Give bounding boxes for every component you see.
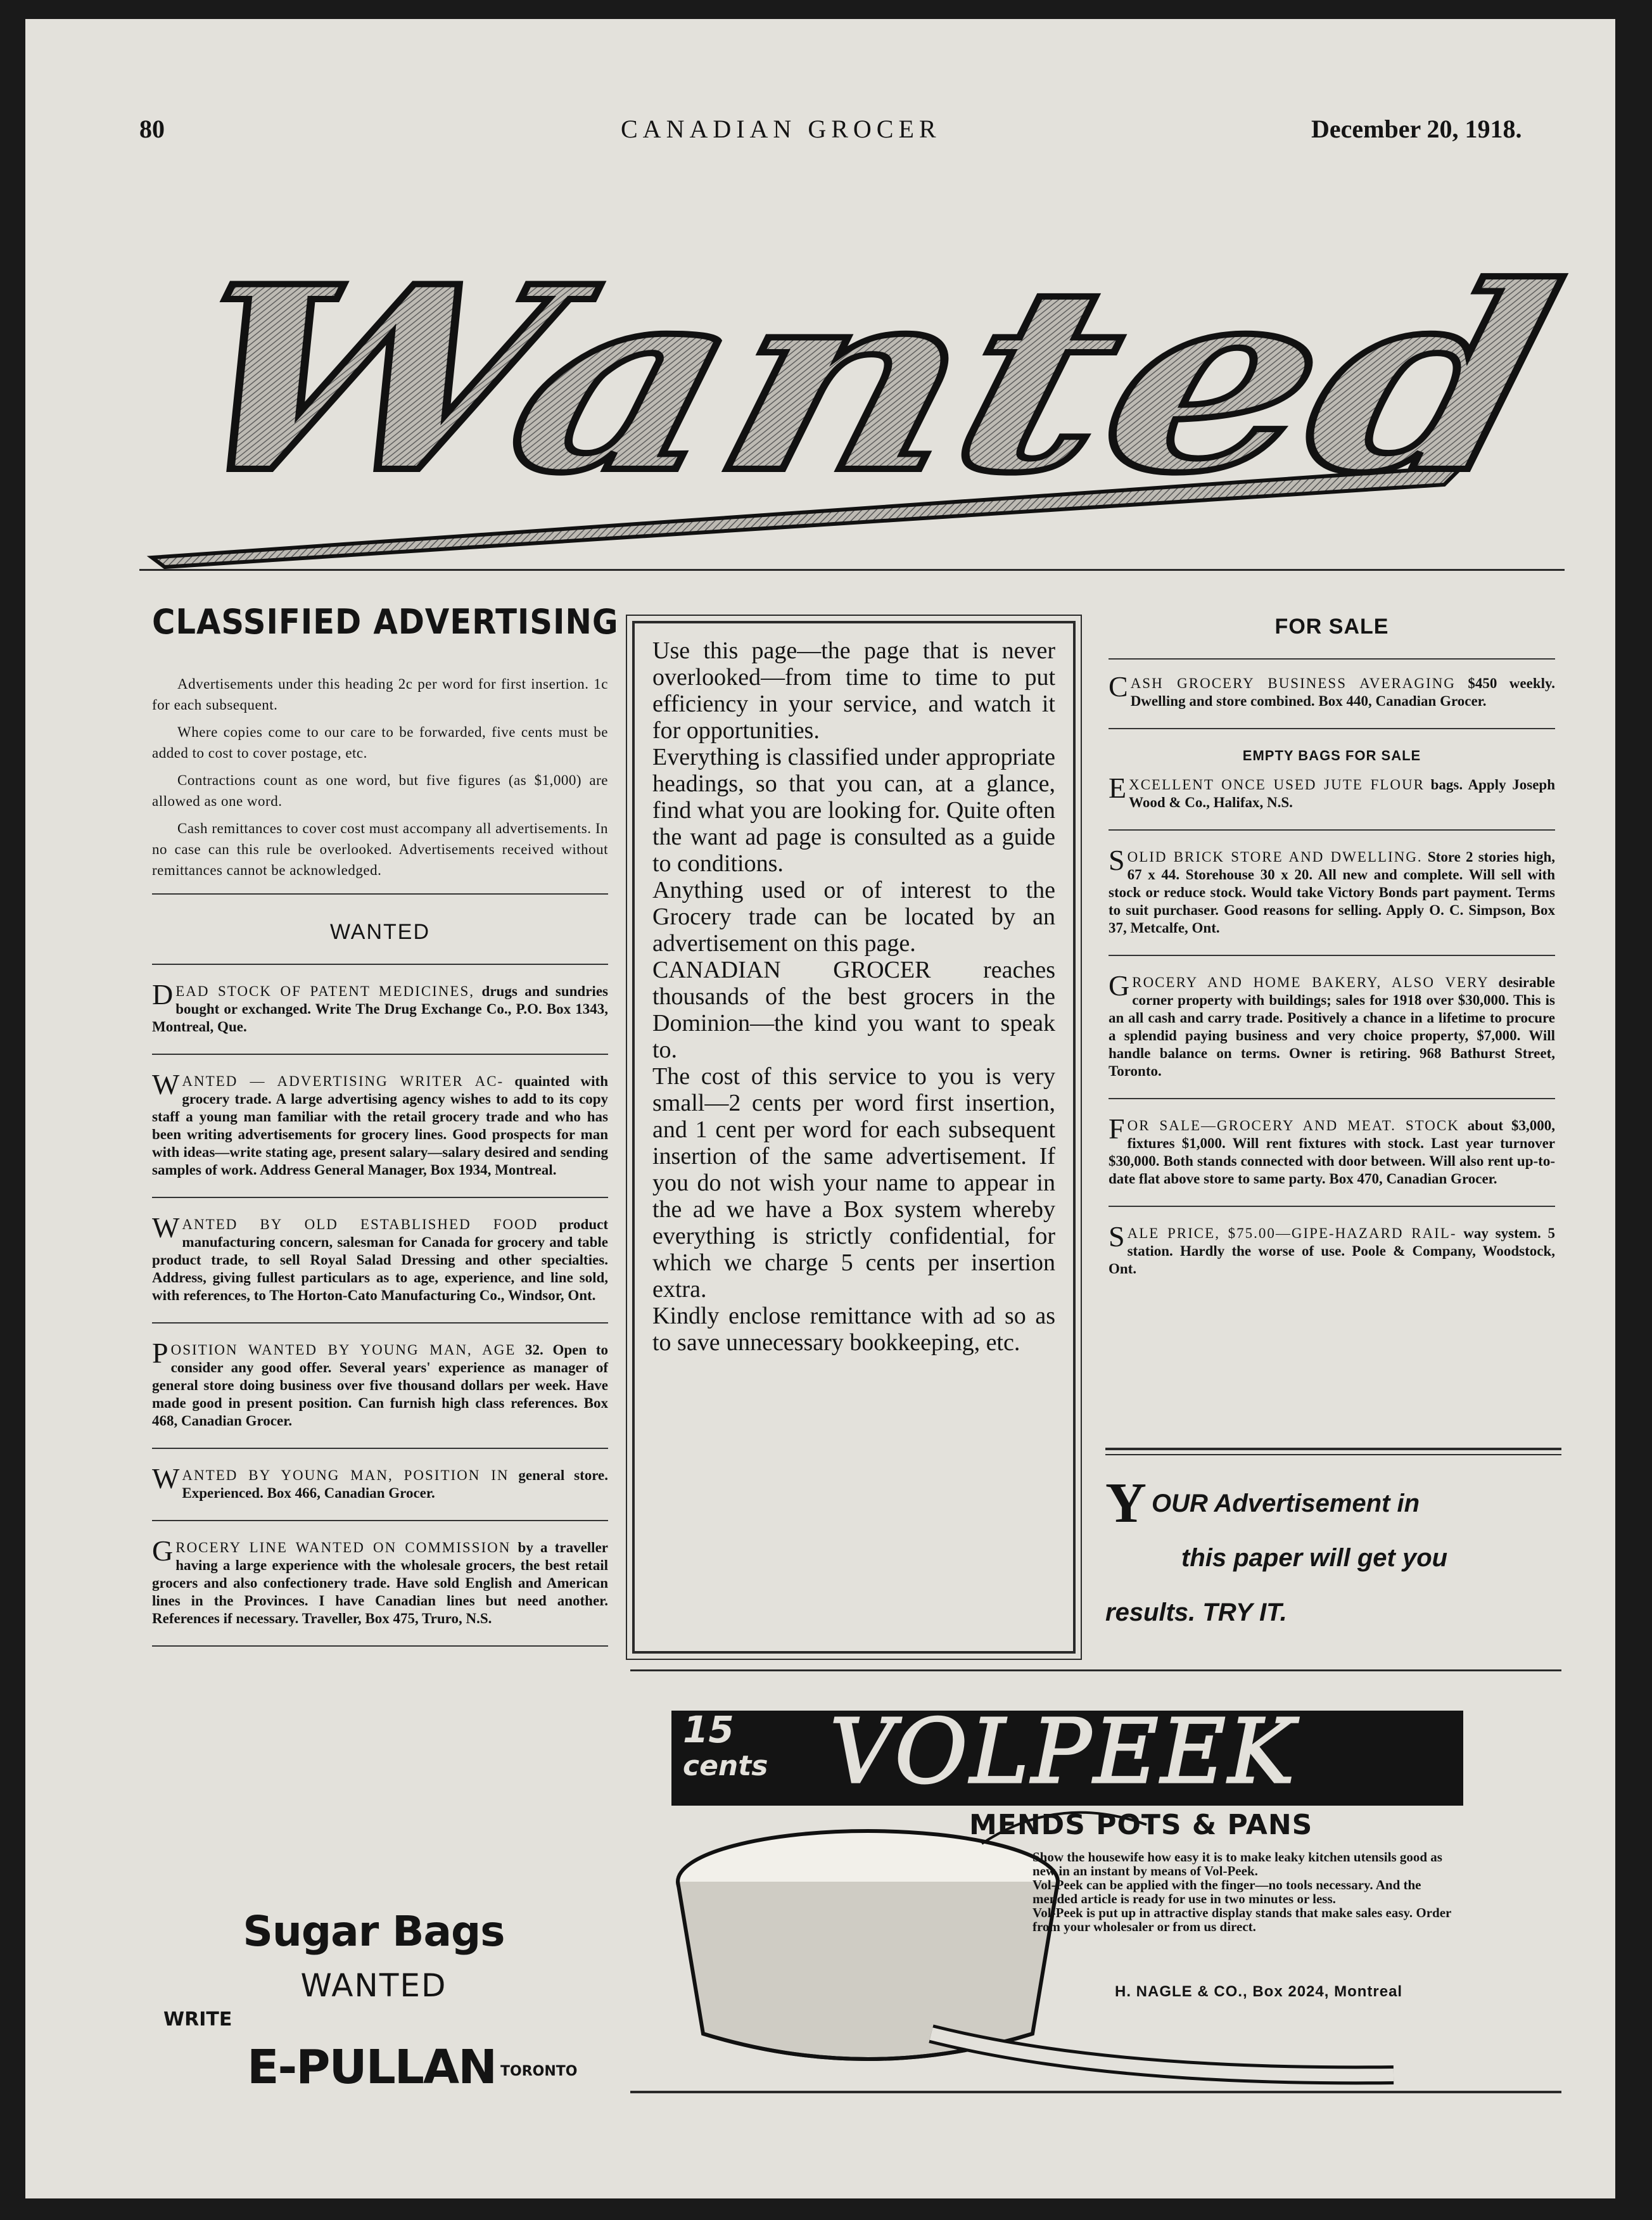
divider: [152, 893, 608, 895]
promo-rule-top-2: [1105, 1454, 1561, 1455]
newspaper-page: [25, 19, 1615, 2198]
wanted-ad: POSITION WANTED BY YOUNG MAN, AGE 32. Open to consider any good offer. Several years' experience as manager of general store doing business over five thousand dollars per week. Have made good in present position. Can furnish high class references. Box 468, Canadian Grocer.: [152, 1341, 608, 1449]
issue-date: December 20, 1918.: [1311, 115, 1522, 143]
right-column: [1109, 615, 1555, 1313]
volpeek-price: 15: [683, 1708, 734, 1751]
bottom-section-rule: [630, 1669, 1561, 1671]
promo-line: OUR Advertisement in: [1152, 1490, 1420, 1517]
for-sale-heading: FOR SALE: [1274, 615, 1389, 639]
for-sale-ad: SALE PRICE, $75.00—GIPE-HAZARD RAIL- way system. 5 station. Hardly the worse of use. Poole & Company, Woodstock, Ont.: [1109, 1220, 1555, 1277]
volpeek-tagline: MENDS POTS & PANS: [969, 1809, 1313, 1841]
info-box: [632, 621, 1076, 1654]
volpeek-maker: H. NAGLE & CO., Box 2024, Montreal: [1115, 1983, 1403, 2000]
empty-bags-subhead: EMPTY BAGS FOR SALE: [1242, 748, 1421, 763]
banner-rule: [139, 569, 1565, 571]
rules-paragraph: Advertisements under this heading 2c per word for first insertion. 1c for each subsequent.: [152, 676, 608, 713]
rules-paragraph: Cash remittances to cover cost must accompany all advertisements. In no case can this rule be overlooked. Advertisements received without remittances cannot be acknowledged.: [152, 820, 608, 878]
sugar-bags-brand: E-PULLAN: [247, 2040, 497, 2095]
wanted-ad: WANTED BY OLD ESTABLISHED FOOD product manufacturing concern, salesman for Canada for grocery and table product trade, to sell Royal Salad Dressing and other specialties. Address, giving fullest particulars as to age, experience, and line sold, with references, to The Horton-Cato Manufacturing Co., Windsor, Ont.: [152, 1216, 608, 1324]
rules-paragraph: Where copies come to our care to be forwarded, five cents must be added to cost to cover postage, etc.: [152, 724, 608, 761]
for-sale-ad: CASH GROCERY BUSINESS AVERAGING $450 weekly. Dwelling and store combined. Box 440, Canadian Grocer.: [1109, 675, 1555, 729]
volpeek-name: VOLPEEK: [830, 1700, 1297, 1804]
left-column: [152, 602, 619, 1664]
for-sale-ad: EMPTY BAGS FOR SALE E XCELLENT ONCE USED JUTE FLOUR bags. Apply Joseph Wood & Co., Halifax, N.S.: [1109, 747, 1555, 831]
volpeek-ad: [659, 1700, 1482, 2097]
promo-rule-top: [1105, 1448, 1561, 1450]
wanted-ad: GROCERY LINE WANTED ON COMMISSION by a traveller having a large experience with the wholesale grocers, the best retail grocers and also confectionery trade. Have sold English and American lines in the Provinces. I have Canadian lines but need another. References if necessary. Traveller, Box 475, Truro, N.S.: [152, 1539, 608, 1647]
wanted-heading: WANTED: [329, 920, 431, 944]
bottom-rule: [630, 2091, 1561, 2093]
sugar-bags-city: TORONTO: [500, 2064, 578, 2079]
for-sale-ad: FOR SALE—GROCERY AND MEAT. STOCK about $3,000, fixtures $1,000. Will rent fixtures with stock. Last year turnover $30,000. Both stands connected with door between. Will also rent up-to-date flat above store to same party. Box 470, Canadian Grocer.: [1109, 1117, 1555, 1207]
wanted-ad: WANTED — ADVERTISING WRITER AC- quainted with grocery trade. A large advertising agency wishes to add to its copy staff a young man familiar with the retail grocery trade and who has been writing advertisements for grocery lines. Good prospects for man with ideas—write stating age, present salary—salary desired and sending samples of work. Address General Manager, Box 1934, Montreal.: [152, 1073, 608, 1198]
publication-title: CANADIAN GROCER: [621, 115, 941, 143]
promo-line: results. TRY IT.: [1105, 1598, 1287, 1626]
classified-title: CLASSIFIED ADVERTISING: [152, 602, 619, 642]
sugar-bags-wanted: WANTED: [300, 1967, 447, 2004]
sugar-bags-title: Sugar Bags: [243, 1907, 505, 1956]
promo-line: this paper will get you: [1181, 1544, 1448, 1572]
divider: [152, 964, 608, 965]
wanted-banner: [139, 171, 1571, 577]
volpeek-description: Show the housewife how easy it is to make leaky kitchen utensils good as new in an instant by means of Vol-Peek. Vol-Peek can be applied with the finger—no tools necessary. And the mended article is ready for use in two minutes or less. Vol-Peek is put up in attractive display stands that make sales easy. Order from your wholesaler or from us direct.: [1032, 1849, 1451, 1934]
sugar-bags-write: WRITE: [163, 2008, 232, 2031]
volpeek-cents: cents: [683, 1750, 768, 1782]
promo-box: [1105, 1472, 1561, 1640]
wanted-banner-text: Wanted: [151, 231, 1292, 529]
page-number: 80: [139, 115, 165, 143]
divider: [1109, 658, 1555, 660]
info-box-text: Use this page—the page that is never overlooked—from time to time to put efficiency in your service, and watch it for opportunities. Everything is classified under appropriate headings, so that you can, at a glance, find what you are looking for. Quite often the want ad page is consulted as a guide to conditions. Anything used or of interest to the Grocery trade can be located by an advertisement on this page. CANADIAN GROCER reaches thousands of the best grocers in the Dominion—the kind you want to speak to. The cost of this service to you is very small—2 cents per word first insertion, and 1 cent per word for each subsequent insertion of the same advertisement. If you do not wish your name to appear in the ad we have a Box system whereby everything is strictly confidential, for which we charge 5 cents per insertion extra. Kindly enclose remittance with ad so as to save unnecessary bookkeeping, etc.: [652, 637, 1055, 1356]
for-sale-ad: SOLID BRICK STORE AND DWELLING. Store 2 stories high, 67 x 44. Storehouse 30 x 20. All new and complete. Will sell with stock or reduce stock. Would take Victory Bonds part payment. Terms to suit purchaser. Good reasons for selling. Apply O. C. Simpson, Box 37, Metcalfe, Ont.: [1109, 848, 1555, 956]
rules-paragraph: Contractions count as one word, but five figures (as $1,000) are allowed as one word.: [152, 772, 608, 809]
wanted-ad: WANTED BY YOUNG MAN, POSITION IN general store. Experienced. Box 466, Canadian Grocer.: [152, 1467, 608, 1521]
promo-dropcap: Y: [1105, 1472, 1147, 1534]
for-sale-ad: GROCERY AND HOME BAKERY, ALSO VERY desirable corner property with buildings; sales for 1918 over $30,000. This is an all cash and carry trade. Positively a chance in a lifetime to procure a splendid paying business and very choice property, $7,000. Will handle balance on terms. Owner is retiring. 968 Bathurst Street, Toronto.: [1109, 974, 1555, 1099]
wanted-ad: DEAD STOCK OF PATENT MEDICINES, drugs and sundries bought or exchanged. Write The Drug Exchange Co., P.O. Box 1343, Montreal, Que.: [152, 983, 608, 1055]
